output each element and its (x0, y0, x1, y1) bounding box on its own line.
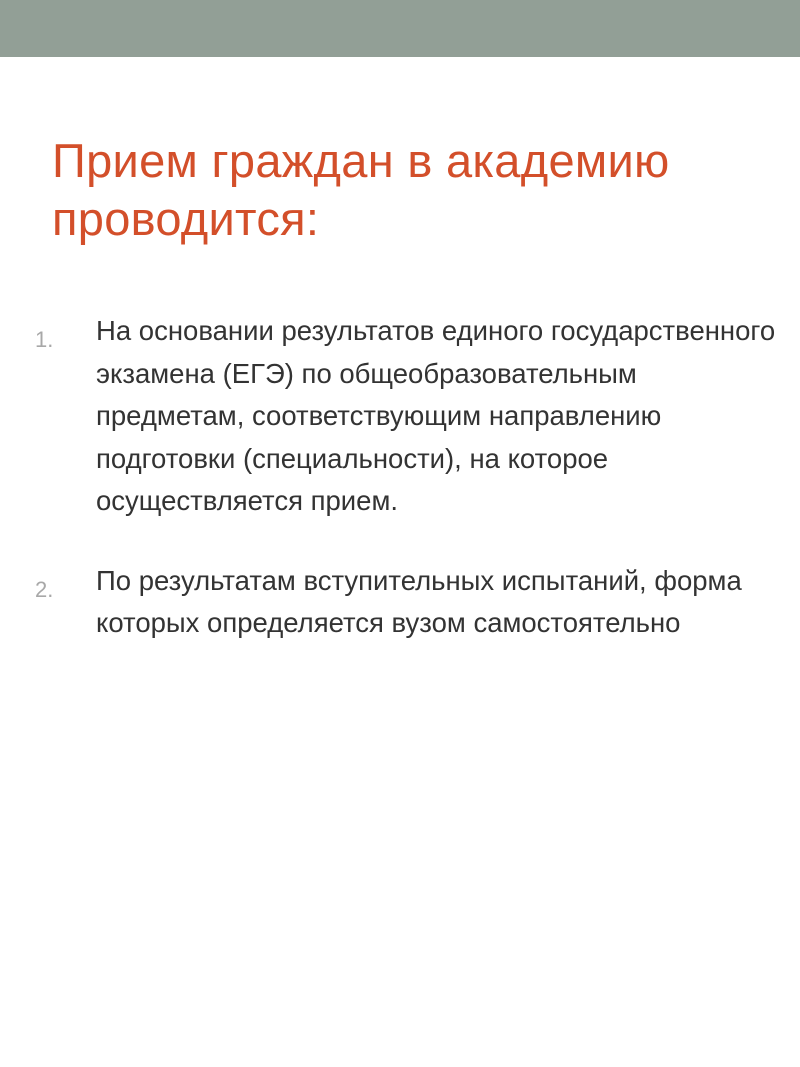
list-item-number: 2. (35, 576, 54, 602)
list-item-text: На основании результатов единого государственного экзамена (ЕГЭ) по общеобразовательным предметам, соответствующим направлению подготовки (специальности), на которое осуществляется прием. (96, 315, 776, 516)
list-item (0, 310, 800, 523)
content-list (0, 310, 800, 682)
list-item (0, 560, 800, 645)
slide-title: Прием граждан в академию проводится: (52, 134, 670, 245)
list-item-number: 1. (35, 327, 54, 352)
list-item-text: По результатам вступительных испытаний, форма которых определяется вузом самостоятельно (96, 564, 742, 638)
top-accent-bar (0, 0, 800, 57)
